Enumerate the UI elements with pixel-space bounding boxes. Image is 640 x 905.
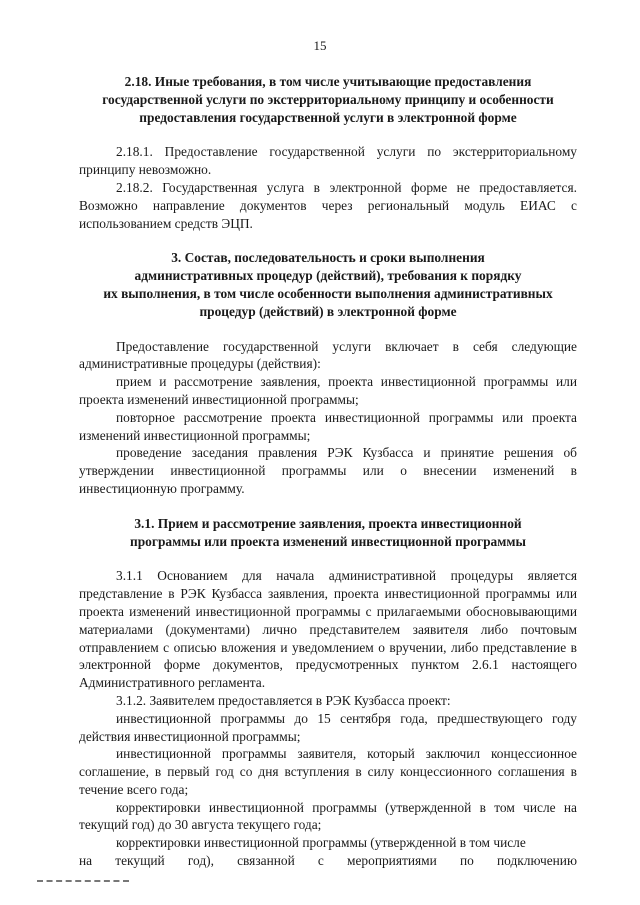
word: год), xyxy=(187,853,214,869)
word: на xyxy=(79,853,93,869)
word: текущий xyxy=(115,853,165,869)
section-2-18-heading xyxy=(79,73,577,126)
heading-line: административных процедур (действий), требования к порядку xyxy=(134,268,522,284)
paragraph-3-1-1: 3.1.1 Основанием для начала административной процедуры является представление в РЭК Кузбасса заявления, проекта инвестиционной программы или проекта изменений инвестиционной программы с прилагаемыми обосновывающими материалами (документами) лично представителем заявителя либо почтовым отправлением с описью вложения и уведомлением о вручении, либо представление в электронной форме документов, предусмотренных пунктом 2.6.1 настоящего Административного регламента. xyxy=(79,568,577,691)
paragraph-2-18-1: 2.18.1. Предоставление государственной услуги по экстерриториальному принципу невозможно. xyxy=(79,144,577,178)
list-item-continuation xyxy=(79,852,577,870)
list-item: проведение заседания правления РЭК Кузбасса и принятие решения об утверждении инвестиционной программы или о внесении изменений в инвестиционную программу. xyxy=(79,445,577,496)
list-item: повторное рассмотрение проекта инвестиционной программы или проекта изменений инвестиционной программы; xyxy=(79,409,577,443)
heading-line: предоставления государственной услуги в электронной форме xyxy=(139,109,517,125)
word: подключению xyxy=(496,853,577,869)
footer-divider xyxy=(37,880,129,882)
heading-line: процедур (действий) в электронной форме xyxy=(199,303,457,319)
heading-line: 3. Состав, последовательность и сроки выполнения xyxy=(171,250,485,266)
heading-line: программы или проекта изменений инвестиционной программы xyxy=(130,533,526,549)
page-number: 15 xyxy=(313,38,327,53)
word: мероприятиями xyxy=(347,853,437,869)
word: связанной xyxy=(237,853,295,869)
section-3-1-heading xyxy=(79,515,577,551)
list-item: корректировки инвестиционной программы (утвержденной в том числе на текущий год) до 30 августа текущего года; xyxy=(79,799,577,833)
heading-line: 2.18. Иные требования, в том числе учитывающие предоставления xyxy=(124,74,532,89)
word: с xyxy=(317,853,324,869)
paragraph-3-intro: Предоставление государственной услуги включает в себя следующие административные процедуры (действия): xyxy=(79,338,577,372)
list-item: прием и рассмотрение заявления, проекта инвестиционной программы или проекта изменений инвестиционной программы; xyxy=(79,374,577,407)
section-3-heading xyxy=(79,249,577,320)
paragraph-2-18-2: 2.18.2. Государственная услуга в электронной форме не предоставляется. Возможно направление документов через региональный модуль ЕИАС с использованием средств ЭЦП. xyxy=(79,179,577,231)
heading-line: 3.1. Прием и рассмотрение заявления, проекта инвестиционной xyxy=(134,515,522,531)
list-item: инвестиционной программы заявителя, который заключил концессионное соглашение, в первый год со дня вступления в силу концессионного соглашения в течение всего года; xyxy=(79,746,577,797)
word: по xyxy=(459,853,474,869)
heading-line: их выполнения, в том числе особенности выполнения административных xyxy=(103,285,553,301)
heading-line: государственной услуги по экстерриториальному принципу и особенности xyxy=(102,91,554,107)
document-body xyxy=(79,73,577,870)
list-item: инвестиционной программы до 15 сентября года, предшествующего году действия инвестиционной программы; xyxy=(79,710,577,744)
paragraph-3-1-2: 3.1.2. Заявителем предоставляется в РЭК Кузбасса проект: xyxy=(116,692,451,708)
list-item: корректировки инвестиционной программы (утвержденной в том числе xyxy=(116,835,526,851)
